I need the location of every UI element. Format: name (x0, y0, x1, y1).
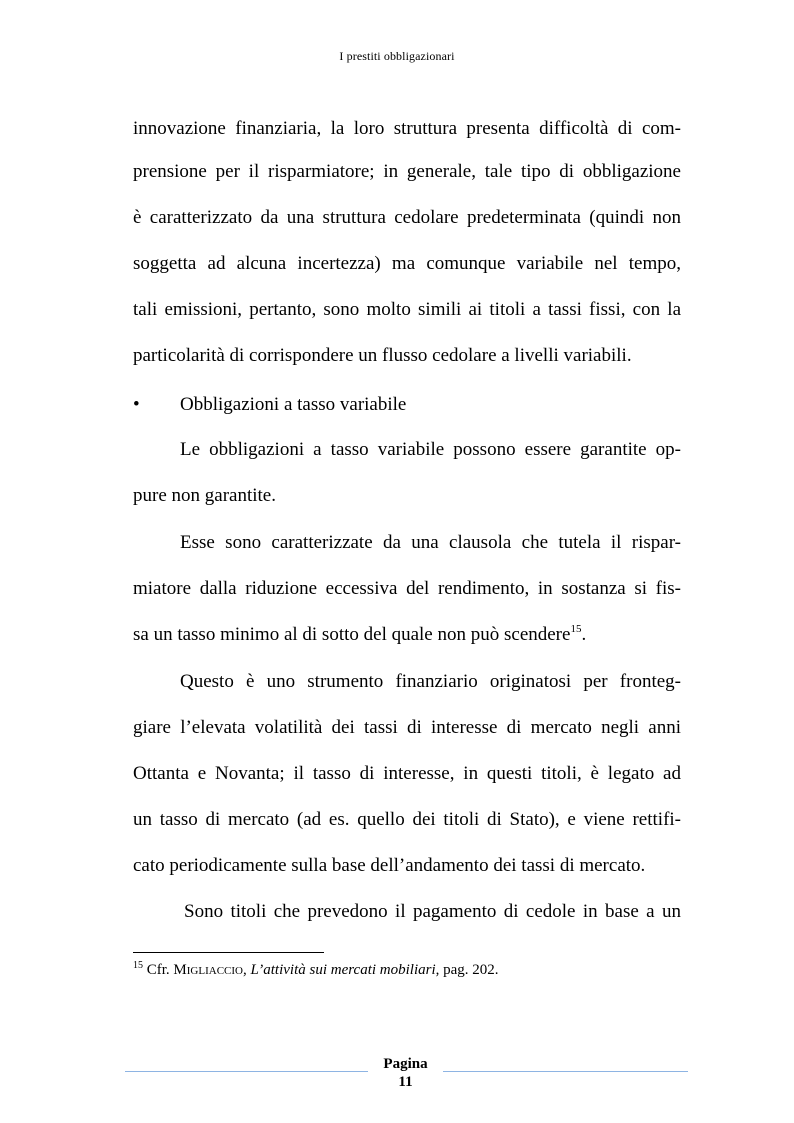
paragraph-line: tali emissioni, pertanto, sono molto simili ai titoli a tassi fissi, con la (133, 299, 681, 320)
footnote-number: 15 (133, 960, 143, 971)
paragraph-line: Sono titoli che prevedono il pagamento di cedole in base a un (184, 901, 681, 922)
running-header: I prestiti obbligazionari (339, 49, 455, 63)
footer-rule-left (125, 1071, 368, 1072)
paragraph-line: soggetta ad alcuna incertezza) ma comunque variabile nel tempo, (133, 253, 681, 274)
paragraph-line: Le obbligazioni a tasso variabile possono essere garantite op- (180, 439, 681, 460)
bullet-icon: • (133, 394, 140, 415)
paragraph-line: pure non garantite. (133, 485, 276, 506)
paragraph-line: particolarità di corrispondere un flusso cedolare a livelli variabili. (133, 345, 632, 366)
footnote-separator (133, 952, 324, 953)
footnote-separator-text: , (242, 962, 251, 978)
footer-rule-right (443, 1071, 688, 1072)
paragraph-text: sa un tasso minimo al di sotto del quale non può scendere (133, 624, 571, 645)
footnote-title: L’attività sui mercati mobiliari (250, 962, 436, 978)
paragraph-line: miatore dalla riduzione eccessiva del rendimento, in sostanza si fis- (133, 578, 681, 599)
footnote-author-initial: M (173, 962, 187, 978)
sentence-end: . (581, 624, 587, 645)
footnote-prefix: Cfr. (143, 962, 174, 978)
footnote-author: igliaccio (186, 962, 243, 978)
footnote (133, 961, 499, 979)
footnote-reference[interactable]: 15 (570, 623, 582, 635)
page-number: 11 (398, 1074, 413, 1090)
footnote-suffix: , pag. 202. (435, 962, 499, 978)
paragraph-line: Esse sono caratterizzate da una clausola che tutela il rispar- (180, 532, 681, 553)
paragraph-line: Questo è uno strumento finanziario originatosi per fronteg- (180, 671, 681, 692)
paragraph-line: innovazione finanziaria, la loro struttura presenta difficoltà di com- (133, 118, 681, 139)
paragraph-line: cato periodicamente sulla base dell’andamento dei tassi di mercato. (133, 855, 646, 876)
paragraph-line: è caratterizzato da una struttura cedolare predeterminata (quindi non (133, 207, 681, 228)
paragraph-line: giare l’elevata volatilità dei tassi di interesse di mercato negli anni (133, 717, 681, 738)
paragraph-line: prensione per il risparmiatore; in generale, tale tipo di obbligazione (133, 161, 681, 182)
paragraph-line-with-footnote (133, 624, 681, 646)
paragraph-line: un tasso di mercato (ad es. quello dei titoli di Stato), e viene rettifi- (133, 809, 681, 830)
paragraph-line: Ottanta e Novanta; il tasso di interesse, in questi titoli, è legato ad (133, 763, 681, 784)
page-label: Pagina (383, 1056, 428, 1072)
bullet-heading: Obbligazioni a tasso variabile (180, 394, 407, 415)
